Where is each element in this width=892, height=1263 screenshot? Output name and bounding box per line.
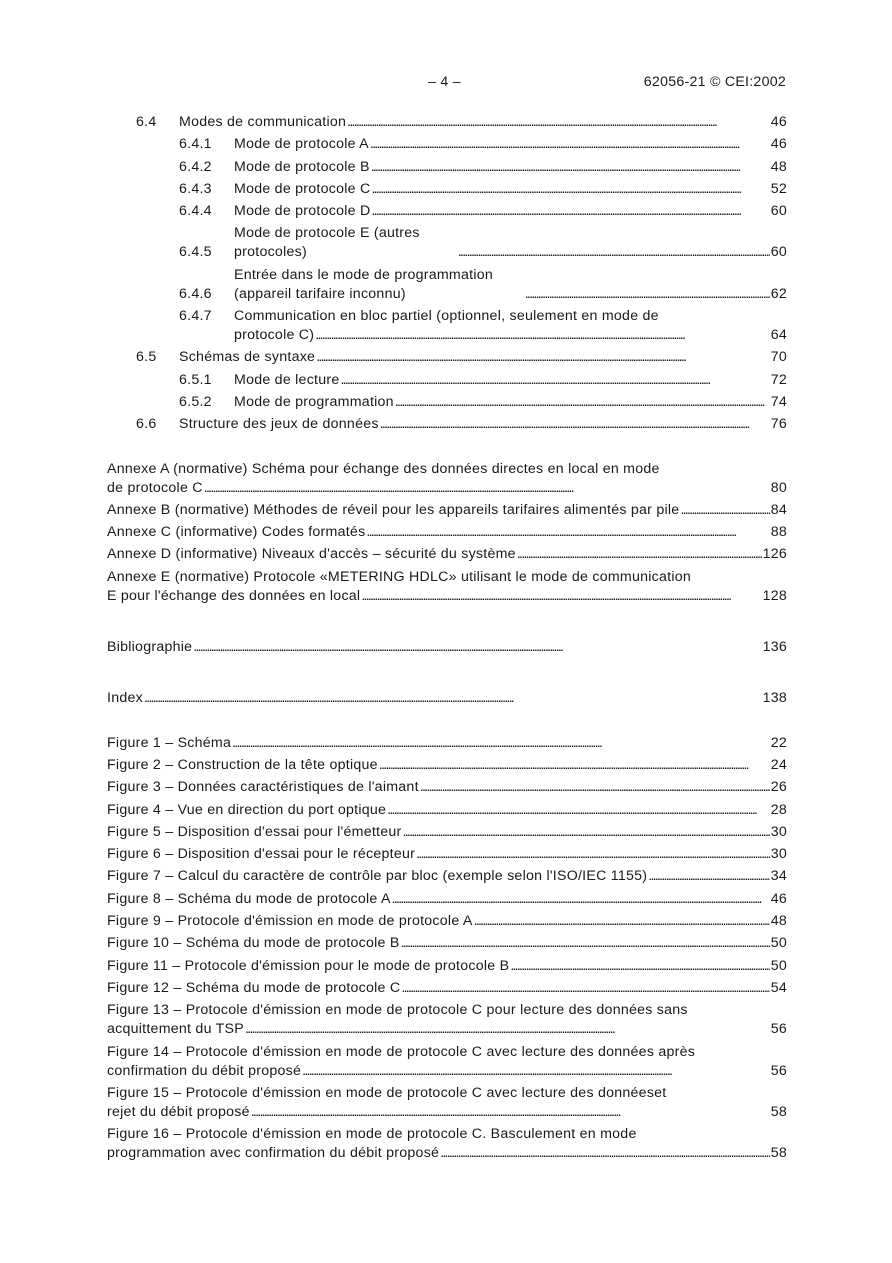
toc-entry-annexe-d[interactable] bbox=[107, 545, 787, 564]
toc-entry-6-6[interactable] bbox=[107, 415, 787, 434]
toc-number: 6.4.2 bbox=[179, 158, 212, 175]
toc-page: 60 bbox=[770, 203, 787, 220]
toc-title: Figure 1 – Schéma bbox=[107, 734, 232, 751]
toc-number: 6.4.1 bbox=[179, 136, 212, 153]
toc-title: Entrée dans le mode de programmation (appareil tarifaire inconnu) bbox=[234, 266, 493, 302]
toc-entry-6-4-6[interactable] bbox=[107, 266, 787, 304]
toc-title-line2-row bbox=[107, 1103, 787, 1122]
toc-title: Bibliographie bbox=[107, 639, 193, 656]
toc-title: Schémas de syntaxe bbox=[179, 349, 316, 366]
toc-entry-figure-4[interactable] bbox=[107, 801, 787, 820]
toc-page: 22 bbox=[770, 734, 787, 751]
toc-page: 56 bbox=[770, 1062, 787, 1079]
toc-title: Mode de protocole B bbox=[234, 158, 370, 175]
toc-page: 128 bbox=[762, 587, 787, 604]
toc-title-line2: programmation avec confirmation du débit proposé bbox=[107, 1145, 440, 1162]
toc-title: Figure 8 – Schéma du mode de protocole A bbox=[107, 890, 391, 907]
toc-title-line1: Annexe A (normative) Schéma pour échange des données directes en local en mode bbox=[107, 460, 660, 477]
toc-title: Figure 9 – Protocole d'émission en mode de protocole A bbox=[107, 913, 473, 930]
toc-title-line2: confirmation du débit proposé bbox=[107, 1062, 302, 1079]
leader-dots bbox=[648, 867, 769, 886]
leader-dots bbox=[315, 326, 769, 345]
table-of-contents bbox=[107, 113, 787, 1166]
toc-entry-figure-6[interactable] bbox=[107, 845, 787, 864]
toc-number: 6.4.5 bbox=[179, 244, 212, 261]
leader-dots bbox=[380, 415, 770, 434]
toc-title: Figure 4 – Vue en direction du port optique bbox=[107, 801, 387, 818]
leader-dots bbox=[371, 158, 770, 177]
leader-dots bbox=[525, 285, 770, 304]
leader-dots bbox=[403, 823, 770, 842]
toc-page: 52 bbox=[770, 180, 787, 197]
toc-title-line1: Communication en bloc partiel (optionnel, seulement en mode de bbox=[234, 308, 659, 325]
toc-page: 56 bbox=[770, 1021, 787, 1038]
toc-title: Annexe C (informative) Codes formatés bbox=[107, 524, 366, 541]
leader-dots bbox=[416, 845, 770, 864]
toc-title: Figure 2 – Construction de la tête optique bbox=[107, 756, 378, 773]
toc-entry-6-4-1[interactable] bbox=[107, 135, 787, 154]
toc-page: 74 bbox=[770, 393, 787, 410]
toc-page: 50 bbox=[770, 957, 787, 974]
toc-title-line2-row bbox=[234, 326, 787, 345]
toc-entry-figure-10[interactable] bbox=[107, 934, 787, 953]
leader-dots bbox=[251, 1103, 770, 1122]
toc-number: 6.4.6 bbox=[179, 285, 212, 302]
leader-dots bbox=[510, 957, 769, 976]
toc-page: 48 bbox=[770, 158, 787, 175]
toc-page: 72 bbox=[770, 371, 787, 388]
toc-page: 30 bbox=[770, 846, 787, 863]
toc-entry-annexe-c[interactable] bbox=[107, 523, 787, 542]
toc-entry-annexe-e[interactable] bbox=[107, 568, 787, 606]
leader-dots bbox=[371, 202, 769, 221]
toc-page: 24 bbox=[770, 756, 787, 773]
toc-title: Modes de communication bbox=[179, 114, 347, 130]
toc-entry-index[interactable] bbox=[107, 689, 787, 708]
toc-page: 48 bbox=[770, 913, 787, 930]
toc-entry-figure-7[interactable] bbox=[107, 867, 787, 886]
toc-page: 46 bbox=[770, 114, 787, 130]
leader-dots bbox=[379, 756, 770, 775]
leader-dots bbox=[204, 479, 770, 498]
toc-number: 6.5.2 bbox=[179, 393, 212, 410]
toc-entry-annexe-b[interactable] bbox=[107, 501, 787, 520]
leader-dots bbox=[316, 348, 770, 367]
toc-title: Figure 7 – Calcul du caractère de contrôle par bloc (exemple selon l'ISO/IEC 1155) bbox=[107, 868, 648, 885]
page-number: – 4 – bbox=[428, 74, 461, 90]
toc-page: 62 bbox=[770, 285, 787, 302]
toc-title: Mode de protocole E (autres protocoles) bbox=[234, 225, 420, 261]
leader-dots bbox=[245, 1020, 770, 1039]
toc-entry-6-4-4[interactable] bbox=[107, 202, 787, 221]
toc-title: Annexe D (informative) Niveaux d'accès – sécurité du système bbox=[107, 546, 516, 563]
toc-title: Index bbox=[107, 690, 143, 707]
toc-page: 34 bbox=[770, 868, 787, 885]
toc-title-line2-row bbox=[107, 1062, 787, 1081]
toc-entry-6-4-2[interactable] bbox=[107, 158, 787, 177]
toc-wrapped-title bbox=[234, 307, 787, 345]
toc-page: 70 bbox=[770, 349, 787, 366]
toc-title: Mode de protocole C bbox=[234, 180, 371, 197]
toc-title: Figure 10 – Schéma du mode de protocole B bbox=[107, 935, 400, 952]
toc-title: Mode de protocole D bbox=[234, 203, 371, 220]
leader-dots bbox=[401, 934, 770, 953]
leader-dots bbox=[420, 778, 770, 797]
toc-entry-bibliographie[interactable] bbox=[107, 638, 787, 657]
page-header bbox=[0, 74, 892, 94]
leader-dots bbox=[474, 912, 770, 931]
toc-title-line1: Figure 13 – Protocole d'émission en mode de protocole C pour lecture des données sans bbox=[107, 1002, 688, 1019]
toc-title-line2: acquittement du TSP bbox=[107, 1021, 244, 1038]
toc-title: Figure 11 – Protocole d'émission pour le mode de protocole B bbox=[107, 957, 510, 974]
leader-dots bbox=[517, 545, 762, 564]
toc-entry-figure-1[interactable] bbox=[107, 734, 787, 753]
toc-entry-6-4-5[interactable] bbox=[107, 224, 787, 262]
toc-page: 64 bbox=[770, 327, 787, 344]
toc-title: Figure 12 – Schéma du mode de protocole C bbox=[107, 979, 401, 996]
leader-dots bbox=[361, 587, 761, 606]
toc-number: 6.6 bbox=[136, 416, 157, 433]
leader-dots bbox=[302, 1062, 770, 1081]
leader-dots bbox=[392, 890, 770, 909]
toc-title-line2: E pour l'échange des données en local bbox=[107, 587, 361, 604]
toc-title-line1: Annexe E (normative) Protocole «METERING HDLC» utilisant le mode de communication bbox=[107, 568, 692, 585]
toc-page: 58 bbox=[770, 1103, 787, 1120]
toc-number: 6.4.7 bbox=[179, 308, 212, 325]
toc-entry-6-4-3[interactable] bbox=[107, 180, 787, 199]
toc-page: 58 bbox=[770, 1145, 787, 1162]
toc-title-line2: rejet du débit proposé bbox=[107, 1103, 250, 1120]
leader-dots bbox=[680, 501, 769, 520]
toc-title: Annexe B (normative) Méthodes de réveil pour les appareils tarifaires alimentés par pile bbox=[107, 501, 680, 518]
leader-dots bbox=[401, 979, 769, 998]
leader-dots bbox=[144, 689, 762, 708]
toc-entry-figure-12[interactable] bbox=[107, 979, 787, 998]
document-id: 62056-21 © CEI:2002 bbox=[643, 74, 786, 90]
toc-title: Figure 5 – Disposition d'essai pour l'émetteur bbox=[107, 823, 402, 840]
toc-title-line2-row bbox=[107, 587, 787, 606]
toc-page: 28 bbox=[770, 801, 787, 818]
toc-page: 54 bbox=[770, 979, 787, 996]
toc-title-line2: de protocole C bbox=[107, 479, 203, 496]
toc-entry-figure-16[interactable] bbox=[107, 1125, 787, 1163]
toc-page: 138 bbox=[762, 690, 787, 707]
toc-entry-figure-15[interactable] bbox=[107, 1084, 787, 1122]
toc-entry-figure-14[interactable] bbox=[107, 1043, 787, 1081]
toc-page: 46 bbox=[770, 890, 787, 907]
leader-dots bbox=[371, 180, 769, 199]
leader-dots bbox=[366, 523, 769, 542]
toc-page: 30 bbox=[770, 823, 787, 840]
leader-dots bbox=[370, 135, 770, 154]
toc-page: 80 bbox=[770, 479, 787, 496]
toc-title-line1: Figure 16 – Protocole d'émission en mode de protocole C. Basculement en mode bbox=[107, 1126, 637, 1143]
leader-dots bbox=[395, 393, 770, 412]
toc-entry-6-4[interactable] bbox=[107, 113, 787, 132]
toc-entry-figure-2[interactable] bbox=[107, 756, 787, 775]
toc-entry-6-5-2[interactable] bbox=[107, 393, 787, 412]
toc-entry-figure-3[interactable] bbox=[107, 778, 787, 797]
toc-number: 6.4 bbox=[136, 114, 157, 130]
toc-title: Mode de protocole A bbox=[234, 136, 369, 153]
toc-title-line2-row bbox=[107, 1144, 787, 1163]
toc-entry-6-5-1[interactable] bbox=[107, 371, 787, 390]
leader-dots bbox=[387, 801, 770, 820]
toc-entry-6-5[interactable] bbox=[107, 348, 787, 367]
toc-entry-figure-13[interactable] bbox=[107, 1001, 787, 1039]
toc-page: 46 bbox=[770, 136, 787, 153]
toc-page: 136 bbox=[762, 639, 787, 656]
toc-page: 84 bbox=[770, 501, 787, 518]
toc-entry-figure-11[interactable] bbox=[107, 957, 787, 976]
toc-entry-figure-8[interactable] bbox=[107, 890, 787, 909]
toc-entry-6-4-7[interactable] bbox=[107, 307, 787, 345]
toc-page: 88 bbox=[770, 524, 787, 541]
toc-entry-figure-9[interactable] bbox=[107, 912, 787, 931]
toc-title: Figure 3 – Données caractéristiques de l'aimant bbox=[107, 779, 419, 796]
toc-title-line2-row bbox=[107, 479, 787, 498]
leader-dots bbox=[347, 113, 770, 132]
toc-number: 6.4.3 bbox=[179, 180, 212, 197]
toc-title: Mode de lecture bbox=[234, 371, 340, 388]
toc-page: 60 bbox=[770, 244, 787, 261]
toc-title: Structure des jeux de données bbox=[179, 416, 379, 433]
toc-number: 6.4.4 bbox=[179, 203, 212, 220]
toc-entry-annexe-a[interactable] bbox=[107, 460, 787, 498]
toc-page: 26 bbox=[770, 779, 787, 796]
leader-dots bbox=[440, 1144, 770, 1163]
toc-number: 6.5.1 bbox=[179, 371, 212, 388]
toc-title: Figure 6 – Disposition d'essai pour le récepteur bbox=[107, 846, 416, 863]
toc-title-line2-row bbox=[107, 1020, 787, 1039]
leader-dots bbox=[232, 734, 770, 753]
toc-title-line1: Figure 15 – Protocole d'émission en mode de protocole C avec lecture des donnéeset bbox=[107, 1084, 667, 1101]
toc-title-line2: protocole C) bbox=[234, 327, 315, 344]
leader-dots bbox=[193, 638, 761, 657]
leader-dots bbox=[458, 243, 770, 262]
toc-number: 6.5 bbox=[136, 349, 157, 366]
toc-page: 50 bbox=[770, 935, 787, 952]
leader-dots bbox=[341, 371, 770, 390]
toc-entry-figure-5[interactable] bbox=[107, 823, 787, 842]
toc-title: Mode de programmation bbox=[234, 393, 394, 410]
toc-title-line1: Figure 14 – Protocole d'émission en mode de protocole C avec lecture des données après bbox=[107, 1043, 696, 1060]
toc-page: 76 bbox=[770, 416, 787, 433]
toc-page: 126 bbox=[762, 546, 787, 563]
